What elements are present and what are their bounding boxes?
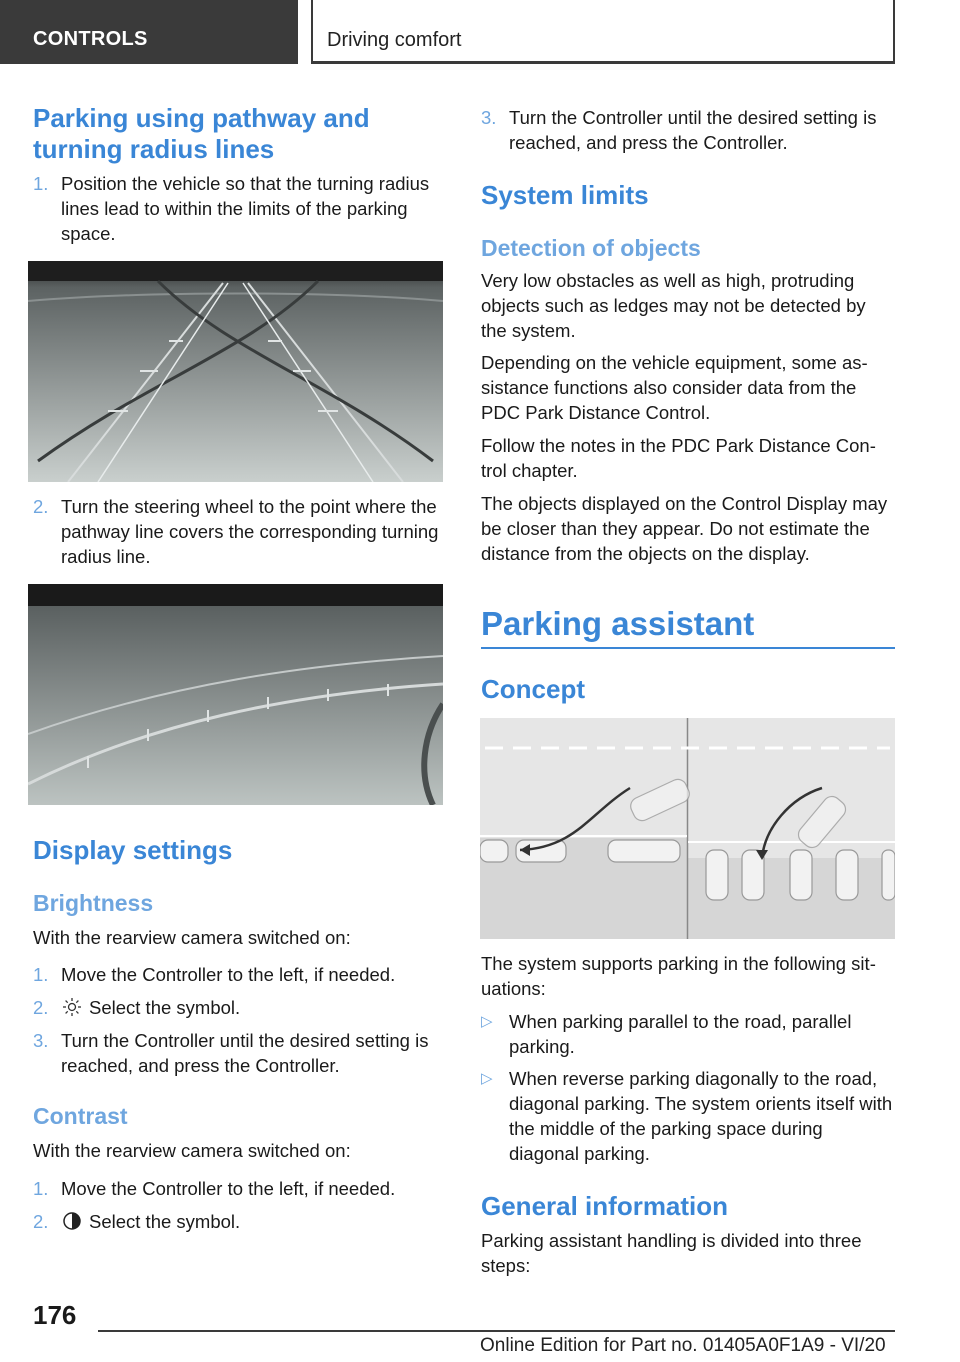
brightness-icon bbox=[61, 997, 83, 1017]
heading-contrast: Contrast bbox=[33, 1103, 128, 1129]
contrast-step-1 bbox=[33, 1176, 445, 1201]
contrast-intro: With the rearview camera switched on: bbox=[33, 1140, 351, 1161]
heading-general-information: General information bbox=[481, 1191, 729, 1221]
step-number: 1. bbox=[33, 1178, 49, 1199]
contrast-icon bbox=[61, 1211, 83, 1231]
bullet-marker: ▷ bbox=[481, 1070, 493, 1087]
chapter-header bbox=[311, 0, 895, 64]
brightness-step-1 bbox=[33, 962, 445, 987]
bullet-text: When reverse parking diagonally to the road, diagonal parking. The system orients itself with the middle of the parking space during diagonal parking. bbox=[509, 1068, 893, 1164]
footer-rule bbox=[98, 1330, 895, 1332]
step-text: Move the Controller to the left, if needed. bbox=[61, 1178, 396, 1199]
step-text: Turn the Controller until the desired setting is reached, and press the Controller. bbox=[509, 107, 877, 153]
detection-paragraph-2: Depending on the vehicle equipment, some assistance functions also consider data from the PDC Park Distance Control. bbox=[481, 352, 868, 423]
camera-image-pathway-lines bbox=[28, 584, 443, 805]
heading-detection-of-objects: Detection of objects bbox=[481, 235, 701, 261]
detection-paragraph-3: Follow the notes in the PDC Park Distance Control chapter. bbox=[481, 435, 876, 481]
heading-system-limits: System limits bbox=[481, 180, 649, 210]
brightness-step-3 bbox=[33, 1028, 445, 1078]
heading-parking-lines: Parking using pathway and turning radius lines bbox=[33, 103, 370, 164]
concept-paragraph: The system supports parking in the following situations: bbox=[481, 953, 876, 999]
heading-parking-assistant: Parking assistant bbox=[481, 605, 755, 642]
step-number: 1. bbox=[33, 173, 49, 194]
bullet-text: When parking parallel to the road, parallel parking. bbox=[509, 1011, 852, 1057]
parking-concept-illustration bbox=[480, 718, 895, 939]
step-text: Position the vehicle so that the turning radius lines lead to within the limits of the parking space. bbox=[61, 173, 430, 244]
concept-bullet-2 bbox=[481, 1066, 895, 1166]
brightness-step-2 bbox=[33, 995, 445, 1020]
step-text: Turn the Controller until the desired setting is reached, and press the Controller. bbox=[61, 1030, 429, 1076]
brightness-step-3-cont bbox=[481, 105, 895, 155]
heading-brightness: Brightness bbox=[33, 890, 154, 916]
footer-edition: Online Edition for Part no. 01405A0F1A9 - VI/20 bbox=[480, 1335, 886, 1356]
step-number: 2. bbox=[33, 997, 49, 1018]
step-number: 2. bbox=[33, 496, 49, 517]
step-number: 2. bbox=[33, 1211, 49, 1232]
chapter-title: Driving comfort bbox=[327, 29, 462, 51]
detection-paragraph-1: Very low obstacles as well as high, protruding objects such as ledges may not be detected by the system. bbox=[481, 270, 866, 341]
brightness-intro: With the rearview camera switched on: bbox=[33, 927, 351, 948]
page-number: 176 bbox=[33, 1300, 77, 1330]
step-number: 3. bbox=[481, 107, 497, 128]
step-text: Select the symbol. bbox=[89, 997, 241, 1018]
step-text: Turn the steering wheel to the point where the pathway line covers the corresponding turning radius line. bbox=[61, 496, 439, 567]
section-title: CONTROLS bbox=[33, 28, 148, 50]
step-text: Move the Controller to the left, if needed. bbox=[61, 964, 396, 985]
step-1 bbox=[33, 171, 445, 246]
step-text: Select the symbol. bbox=[89, 1211, 241, 1232]
section-rule bbox=[481, 647, 895, 649]
camera-image-turning-lines bbox=[28, 261, 443, 482]
bullet-marker: ▷ bbox=[481, 1013, 493, 1030]
detection-paragraph-4: The objects displayed on the Control Display may be closer than they appear. Do not estimate the distance from the objects on the display. bbox=[481, 493, 888, 564]
general-paragraph: Parking assistant handling is divided into three steps: bbox=[481, 1230, 862, 1276]
contrast-step-2 bbox=[33, 1209, 445, 1234]
heading-display-settings: Display settings bbox=[33, 835, 233, 865]
section-tab bbox=[0, 0, 298, 64]
heading-concept: Concept bbox=[481, 674, 585, 704]
step-2 bbox=[33, 494, 445, 569]
concept-bullet-1 bbox=[481, 1009, 895, 1059]
step-number: 3. bbox=[33, 1030, 49, 1051]
step-number: 1. bbox=[33, 964, 49, 985]
